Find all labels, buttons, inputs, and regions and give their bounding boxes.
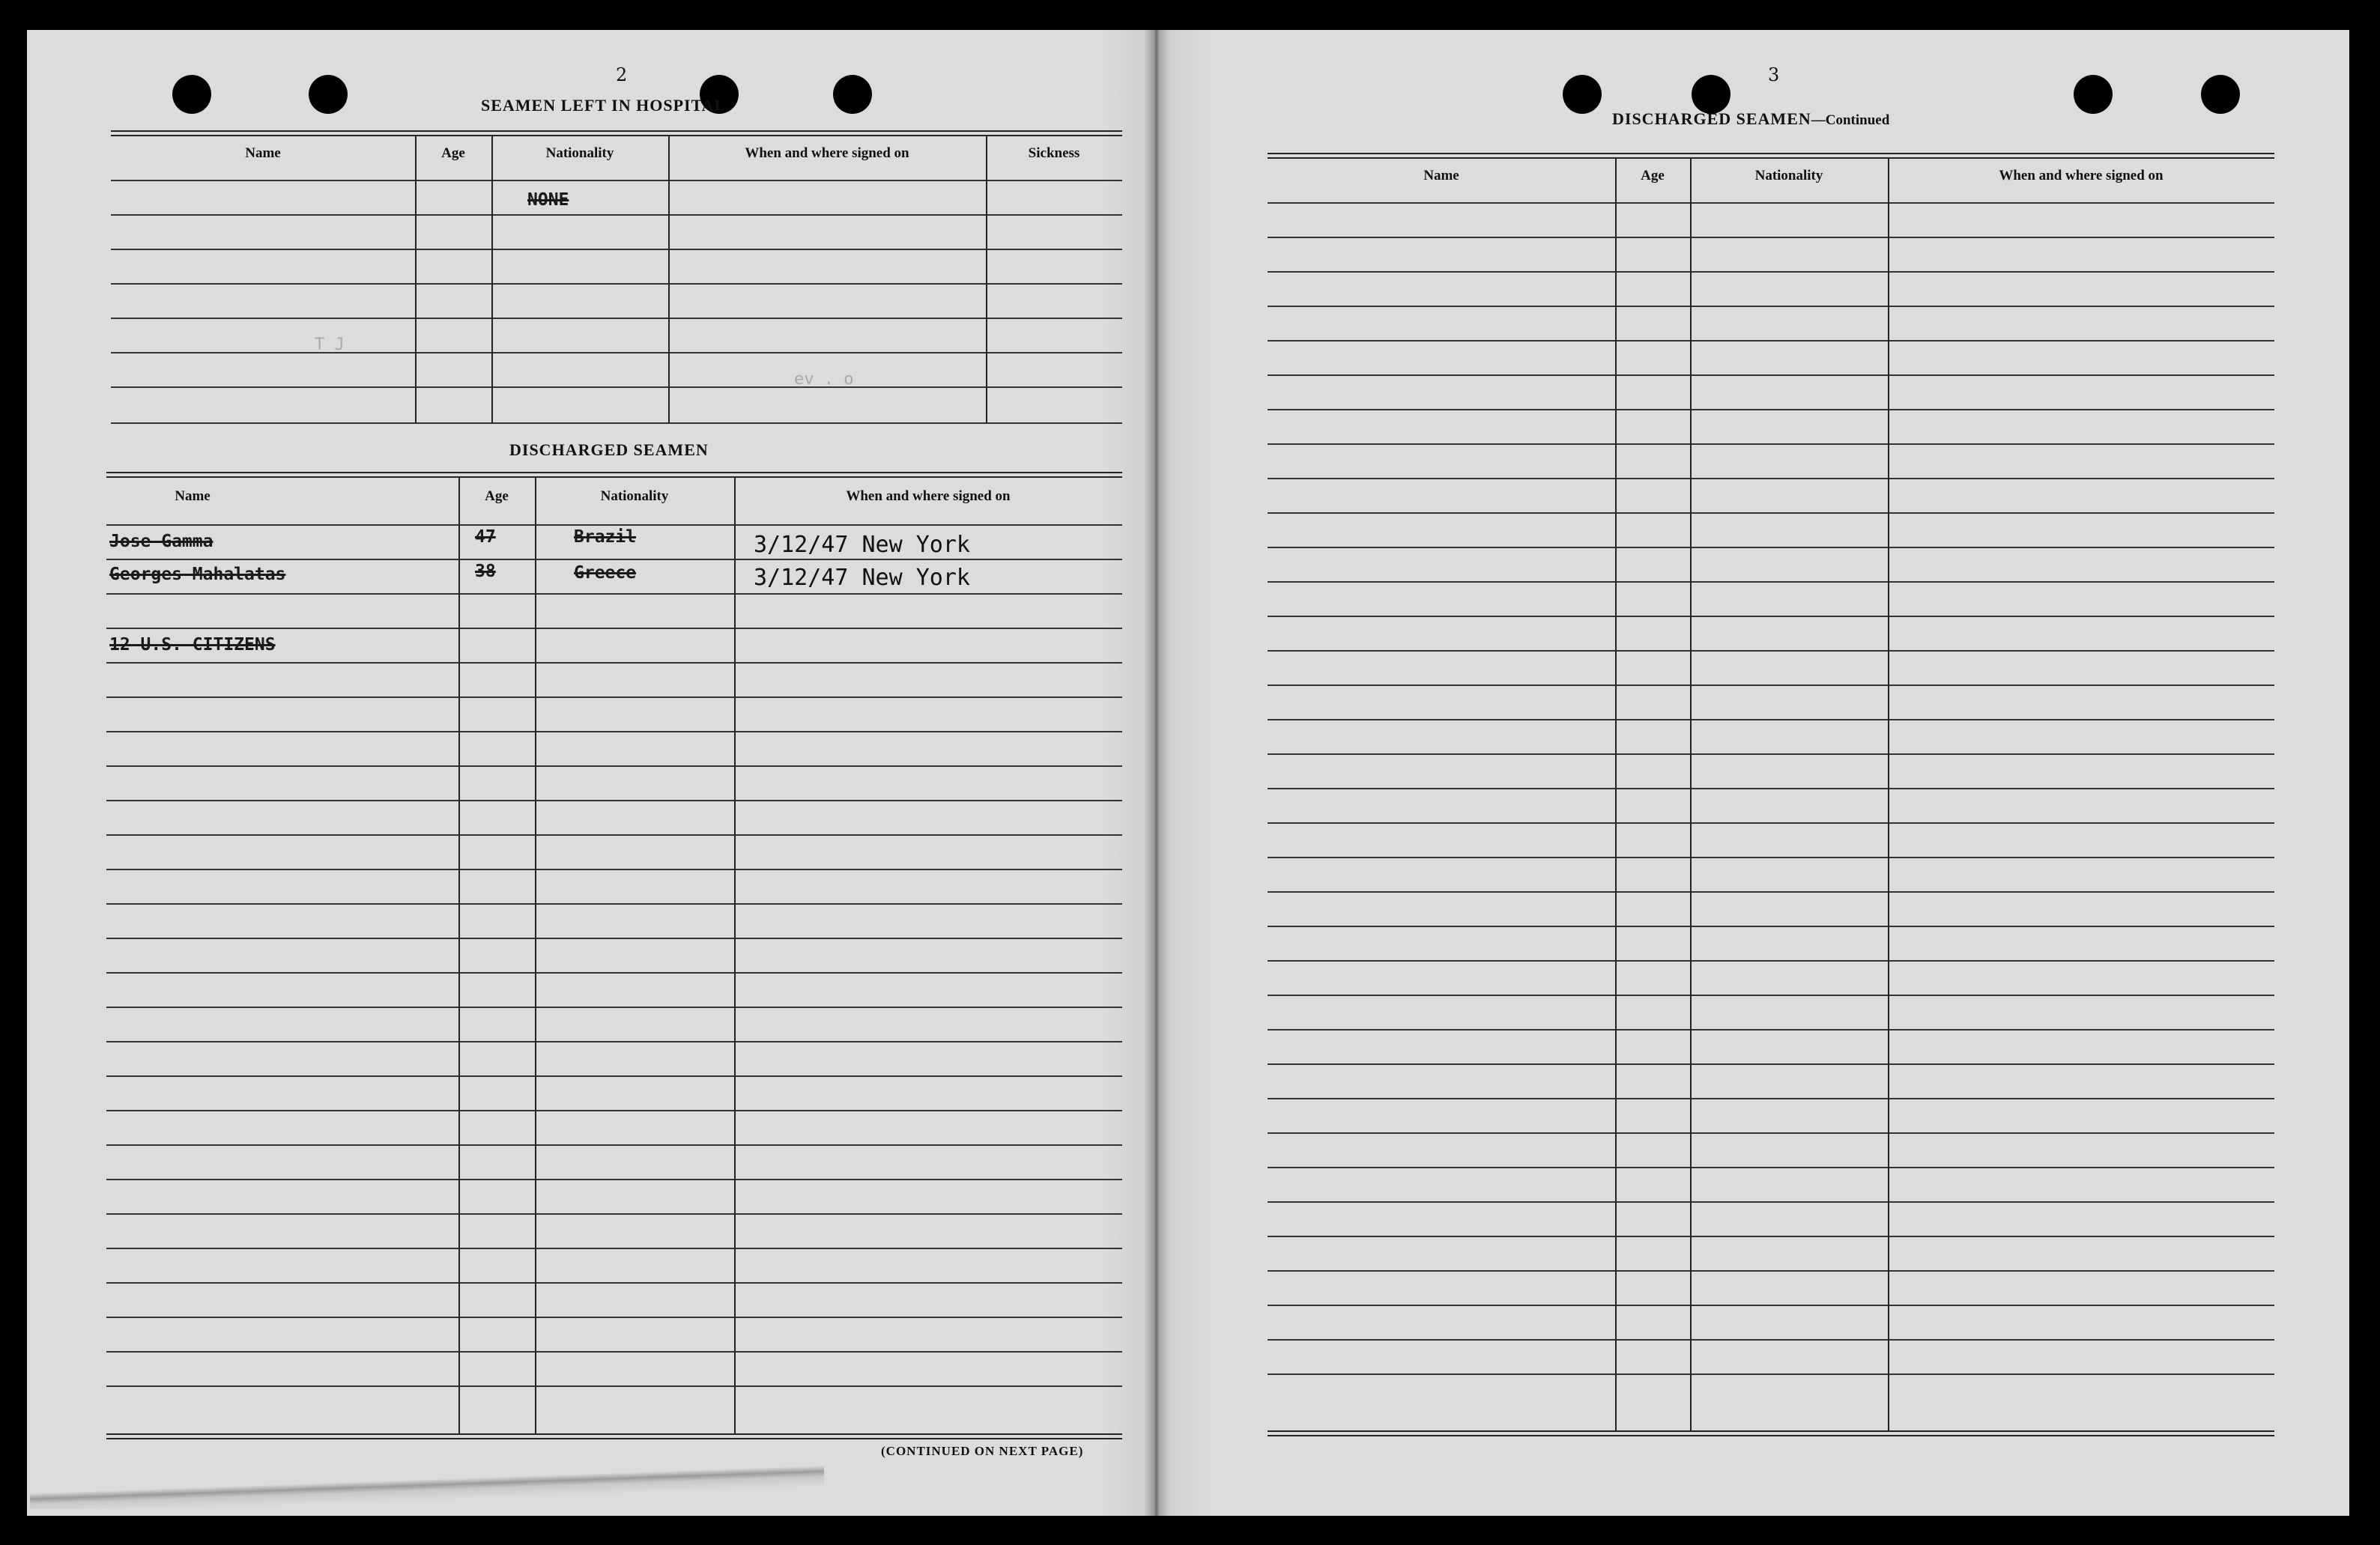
punch-hole — [309, 75, 348, 114]
seaman-signed-on: 3/12/47 New York — [754, 565, 970, 591]
bleed-through-mark: ev . o — [794, 370, 854, 389]
discharged-table — [106, 472, 1122, 1439]
bleed-through-mark: T J — [315, 336, 345, 354]
header-age: Age — [1641, 168, 1665, 183]
header-nationality: Nationality — [1754, 168, 1823, 183]
hospital-table — [111, 130, 1122, 424]
punch-hole — [2201, 75, 2240, 114]
page-number-right: 3 — [1768, 64, 1780, 85]
header-name: Name — [175, 488, 211, 504]
seaman-signed-on: 3/12/47 New York — [754, 532, 970, 558]
punch-hole — [172, 75, 211, 114]
hospital-section-title: SEAMEN LEFT IN HOSPITAL — [481, 96, 727, 115]
hospital-entry: NONE — [527, 190, 569, 210]
header-name: Name — [245, 145, 281, 161]
continued-footer: (CONTINUED ON NEXT PAGE) — [881, 1444, 1084, 1458]
header-signed-on: When and where signed on — [846, 488, 1011, 504]
punch-hole — [2074, 75, 2113, 114]
discharged-continued-title — [1612, 109, 1889, 129]
punch-hole — [1563, 75, 1602, 114]
header-nationality: Nationality — [600, 488, 669, 504]
paper-edge — [30, 1464, 824, 1509]
title-suffix: —Continued — [1811, 112, 1890, 128]
seaman-nationality: Greece — [574, 563, 637, 583]
title-main: DISCHARGED SEAMEN — [1612, 109, 1811, 128]
header-age: Age — [441, 145, 465, 161]
header-signed-on: When and where signed on — [745, 145, 909, 161]
seaman-age: 47 — [475, 527, 496, 547]
seaman-age: 38 — [475, 562, 496, 581]
seaman-name: Jose Gamma — [109, 532, 214, 551]
header-age: Age — [485, 488, 509, 504]
header-sickness: Sickness — [1028, 145, 1080, 161]
punch-hole — [1692, 75, 1731, 114]
punch-hole — [833, 75, 872, 114]
header-nationality: Nationality — [545, 145, 614, 161]
page-number-left: 2 — [616, 64, 628, 85]
discharged-section-title: DISCHARGED SEAMEN — [509, 440, 709, 459]
seaman-name: Georges Mahalatas — [109, 565, 286, 584]
discharged-continued-table — [1268, 153, 2274, 1439]
header-name: Name — [1423, 168, 1459, 183]
citizens-note: 12 U.S. CITIZENS — [109, 635, 276, 655]
header-signed-on: When and where signed on — [1999, 168, 2164, 183]
seaman-nationality: Brazil — [574, 527, 637, 547]
